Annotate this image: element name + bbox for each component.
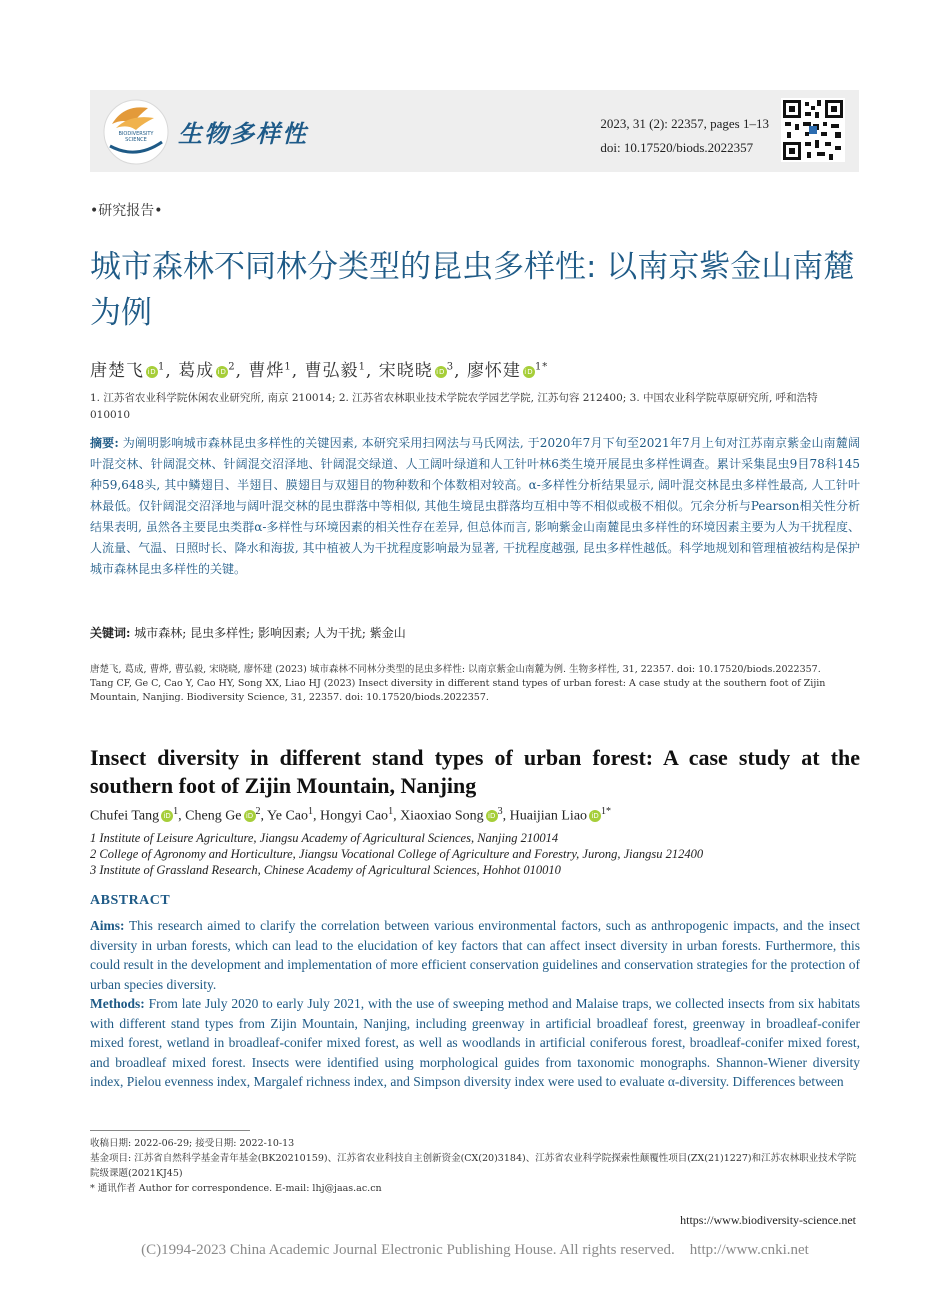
author-name: Xiaoxiao Song xyxy=(400,808,484,824)
footnote-dates: 收稿日期: 2022-06-29; 接受日期: 2022-10-13 xyxy=(90,1138,295,1149)
author-name: 葛成 xyxy=(178,361,215,381)
chinese-author-list: 唐楚飞 $iD^1$, 葛成 $iD^2$, 曹烨$^1$, 曹弘毅$^1$, 宋晓晓 $iD^3$, 廖怀建 $iD^{1*}$ xyxy=(90,361,549,381)
chinese-keywords xyxy=(90,624,860,641)
chinese-abstract-label: 摘要: xyxy=(90,436,119,450)
author-affiliation-marker: 2 xyxy=(228,361,236,373)
author-affiliation-marker: 1 xyxy=(158,361,166,373)
english-affiliation: 1 Institute of Leisure Agriculture, Jiangsu Academy of Agricultural Sciences, Nanjing 210014 xyxy=(90,831,559,845)
author-affiliation-marker: 3 xyxy=(446,361,455,373)
author-affiliation-marker: 1* xyxy=(601,806,612,817)
english-affiliation: 3 Institute of Grassland Research, Chinese Academy of Agricultural Sciences, Hohhot 010010 xyxy=(90,863,561,877)
footnote-divider xyxy=(90,1130,250,1131)
orcid-icon[interactable]: iD xyxy=(486,810,498,822)
citation-cn: 唐楚飞, 葛成, 曹烨, 曹弘毅, 宋晓晓, 廖怀建 (2023) 城市森林不同林分类型的昆虫多样性: 以南京紫金山南麓为例. 生物多样性, 31, 22357. doi: 10.17520/biods.2022357. xyxy=(90,664,821,675)
orcid-icon[interactable]: iD xyxy=(147,367,157,376)
citation-en: Tang CF, Ge C, Cao Y, Cao HY, Song XX, Liao HJ (2023) Insect diversity in different stand types of urban forest: A case study at the southern foot of Zijin Mountain, Nanjing. Biodiversity Science, 31, 22357. doi: 10.17520/biods.2022357. xyxy=(90,678,826,703)
orcid-icon[interactable]: iD xyxy=(589,810,601,822)
chinese-abstract xyxy=(90,433,860,580)
author-name: 唐楚飞 xyxy=(90,361,144,381)
author-name: Cheng Ge xyxy=(185,808,242,824)
article-type: •研究报告• xyxy=(90,203,163,219)
methods-label: Methods: xyxy=(90,996,145,1011)
orcid-icon[interactable]: iD xyxy=(436,367,446,376)
author-affiliation-marker: 1 xyxy=(388,806,394,817)
english-abstract xyxy=(90,916,860,1092)
orcid-icon[interactable]: iD xyxy=(217,367,227,376)
author-name: 曹烨 xyxy=(248,361,285,381)
author-name: 宋晓晓 xyxy=(378,361,433,381)
journal-name: 生物多样性 xyxy=(178,119,308,148)
chinese-keywords-label: 关键词: xyxy=(90,626,131,640)
issue-line: 2023, 31 (2): 22357, pages 1–13 xyxy=(600,116,769,131)
orcid-icon[interactable]: iD xyxy=(161,810,173,822)
journal-header xyxy=(90,90,859,172)
qr-code-icon xyxy=(781,98,845,162)
chinese-title: 城市森林不同林分类型的昆虫多样性: 以南京紫金山南麓为例 xyxy=(90,249,855,331)
methods-paragraph xyxy=(90,994,860,1092)
aims-paragraph xyxy=(90,916,860,994)
orcid-icon[interactable]: iD xyxy=(524,367,534,376)
svg-text:SCIENCE: SCIENCE xyxy=(125,137,147,143)
issue-info xyxy=(600,112,769,160)
author-affiliation-marker: 3 xyxy=(497,806,503,817)
abstract-heading: ABSTRACT xyxy=(90,893,171,908)
english-affiliation: 2 College of Agronomy and Horticulture, Jiangsu Vocational College of Agriculture and Forestry, Jurong, Jiangsu 212400 xyxy=(90,847,704,861)
author-affiliation-marker: 1 xyxy=(173,806,179,817)
author-affiliation-marker: 1 xyxy=(308,806,313,817)
english-author-list: Chufei Tang iD $^1$, Cheng Ge iD $^2$, Ye Cao$^1$, Hongyi Cao$^1$, Xiaoxiao Song iD $^3$, Huaijian Liao iD $^{1*}$ xyxy=(90,806,612,824)
citation-block xyxy=(90,663,860,705)
chinese-affiliations: 1. 江苏省农业科学院休闲农业研究所, 南京 210014; 2. 江苏省农林职业技术学院农学园艺学院, 江苏句容 212400; 3. 中国农业科学院草原研究所, 呼和浩特 010010 xyxy=(90,392,818,421)
english-title: Insect diversity in different stand types of urban forest: A case study at the southern foot of Zijin Mountain, Nanjing xyxy=(90,745,860,798)
author-name: Hongyi Cao xyxy=(320,808,389,824)
english-affiliations xyxy=(90,830,860,878)
author-name: Huaijian Liao xyxy=(509,808,588,824)
footnote-funding: 基金项目: 江苏省自然科学基金青年基金(BK20210159)、江苏省农业科技自主创新资金(CX(20)3184)、江苏省农业科学院探索性颠覆性项目(ZX(21)1227)和江苏农林职业技术学院院级课题(2021KJ45) xyxy=(90,1153,857,1179)
methods-text: From late July 2020 to early July 2021, with the use of sweeping method and Malaise traps, we collected insects from six habitats with different stand types from Zijin Mountain, Nanjing, including greenway in artificial broadleaf forest, greenway in broadleaf-conifer mixed forest, wetland in broadleaf-conifer mixed forest, as well as woodlands in artificial coniferous forest, broadleaf-conifer mixed forest, and broadleaf mixed forest. Insects were identified using morphological guides from taxonomic monographs. Shannon-Wiener diversity index, Pielou evenness index, Margalef richness index, and Simpson diversity index were used to evaluate α-diversity. Differences between xyxy=(90,996,860,1089)
chinese-keywords-text: 城市森林; 昆虫多样性; 影响因素; 人为干扰; 紫金山 xyxy=(134,626,406,640)
footnote-correspondence: * 通讯作者 Author for correspondence. E-mail: lhj@jaas.ac.cn xyxy=(90,1183,382,1194)
orcid-icon[interactable]: iD xyxy=(244,810,256,822)
cnki-copyright-notice: (C)1994-2023 China Academic Journal Electronic Publishing House. All rights reserved. http://www.cnki.net xyxy=(141,1242,809,1258)
journal-website-link[interactable]: https://www.biodiversity-science.net xyxy=(680,1213,856,1227)
author-name: Chufei Tang xyxy=(90,808,160,824)
author-affiliation-marker: 1 xyxy=(284,361,292,373)
author-name: 曹弘毅 xyxy=(304,361,359,381)
author-affiliation-marker: 2 xyxy=(255,806,261,817)
footnotes xyxy=(90,1136,860,1196)
author-affiliation-marker: 1 xyxy=(358,361,366,373)
chinese-abstract-text: 为阐明影响城市森林昆虫多样性的关键因素, 本研究采用扫网法与马氏网法, 于2020年7月下旬至2021年7月上旬对江苏南京紫金山南麓阔叶混交林、针阔混交林、针阔混交沼泽地、针阔混交绿道、人工阔叶绿道和人工针叶林6类生境开展昆虫多样性调查。累计采集昆虫9目78科145种59,648头, 其中鳞翅目、半翅目、膜翅目与双翅目的物种数和个体数相对较高。α-多样性分析结果显示, 阔叶混交林昆虫多样性最高, 人工针叶林最低。仅针阔混交沼泽地与阔叶混交林的昆虫群落中等相似, 其他生境昆虫群落均互相中等不相似或极不相似。冗余分析与Pearson相关性分析结果表明, 虽然各主要昆虫类群α-多样性与环境因素的相关性存在差异, 但总体而言, 影响紫金山南麓昆虫多样性的环境因素主要为人为干扰程度、人流量、气温、日照时长、降水和海拔, 其中植被人为干扰程度影响最为显著, 干扰程度越强, 昆虫多样性越低。科学地规划和管理植被结构是保护城市森林昆虫多样性的关键。 xyxy=(90,436,860,576)
svg-text:BIODIVERSITY: BIODIVERSITY xyxy=(118,131,154,137)
journal-logo-icon xyxy=(102,98,170,166)
author-name: Ye Cao xyxy=(267,808,308,824)
author-affiliation-marker: 1* xyxy=(534,361,549,373)
author-name: 廖怀建 xyxy=(466,361,521,381)
doi-line: doi: 10.17520/biods.2022357 xyxy=(600,140,754,155)
aims-label: Aims: xyxy=(90,918,125,933)
aims-text: This research aimed to clarify the correlation between various environmental factors, such as anthropogenic impacts, and the insect diversity in urban forests, which can lead to the elucidation of key factors that can affect insect diversity in urban forests. Furthermore, this could result in the development and implementation of more efficient conservation guidelines and conservation strategies for the protection of urban species diversity. xyxy=(90,918,860,992)
